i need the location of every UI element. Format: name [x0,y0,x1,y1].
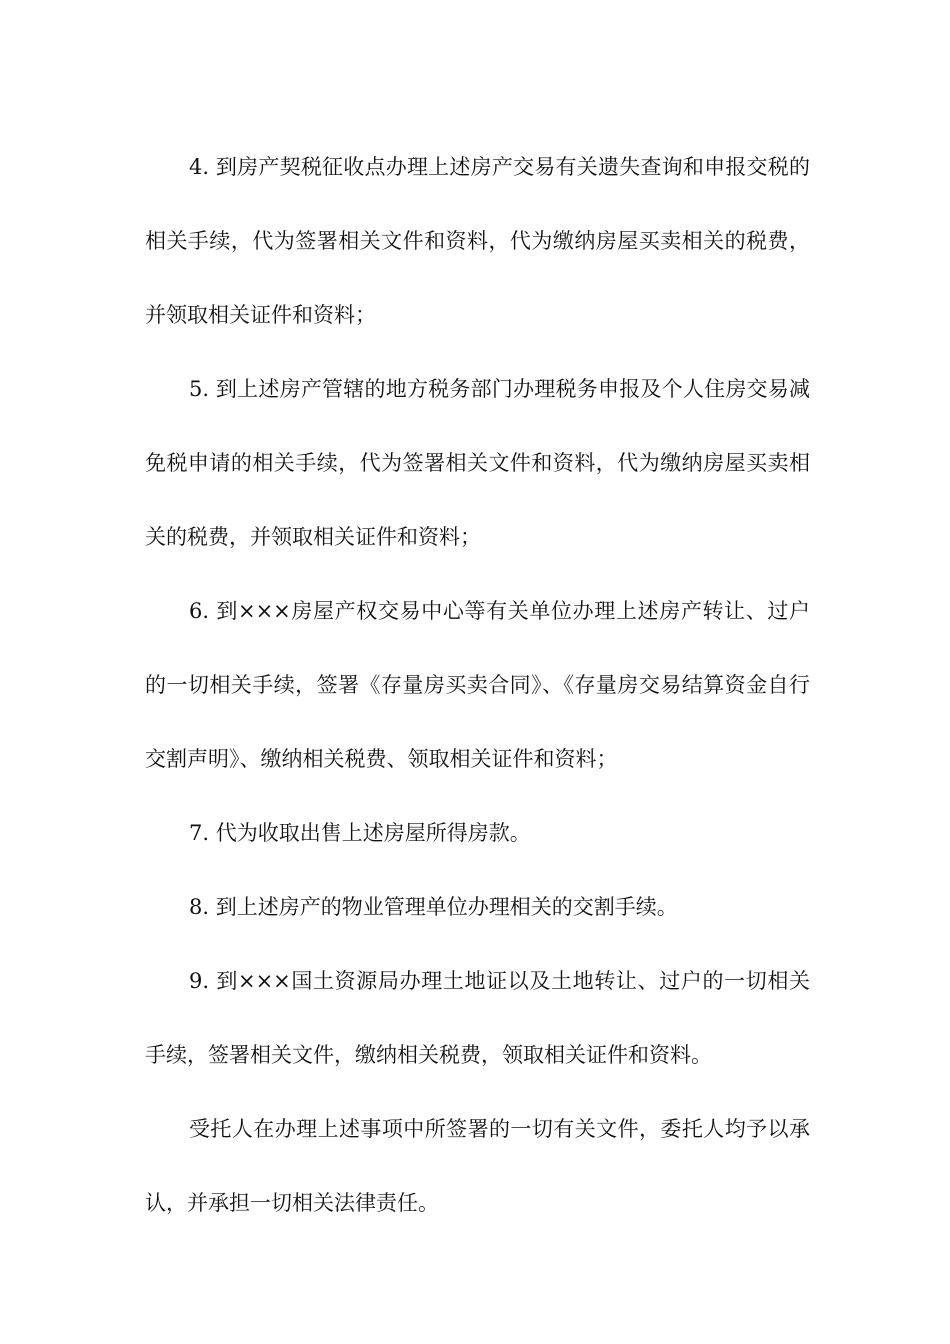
liability-paragraph: 受托人在办理上述事项中所签署的一切有关文件，委托人均予以承认，并承担一切相关法律责任。 [145,1117,810,1215]
clause-5-paragraph: 5. 到上述房产管辖的地方税务部门办理税务申报及个人住房交易减免税申请的相关手续，代为签署相关文件和资料，代为缴纳房屋买卖相关的税费，并领取相关证件和资料； [145,377,810,549]
clause-8-paragraph: 8. 到上述房产的物业管理单位办理相关的交割手续。 [189,895,678,919]
clause-9-paragraph: 9. 到×××国土资源局办理土地证以及土地转让、过户的一切相关手续，签署相关文件，缴纳相关税费，领取相关证件和资料。 [145,969,810,1067]
clause-4-paragraph: 4. 到房产契税征收点办理上述房产交易有关遗失查询和申报交税的相关手续，代为签署相关文件和资料，代为缴纳房屋买卖相关的税费，并领取相关证件和资料； [145,155,810,327]
document-body [145,130,810,1240]
clause-6-paragraph: 6. 到×××房屋产权交易中心等有关单位办理上述房产转让、过户的一切相关手续，签署《存量房买卖合同》、《存量房交易结算资金自行交割声明》、缴纳相关税费、领取相关证件和资料； [145,599,810,771]
clause-7-paragraph: 7. 代为收取出售上述房屋所得房款。 [189,821,531,845]
